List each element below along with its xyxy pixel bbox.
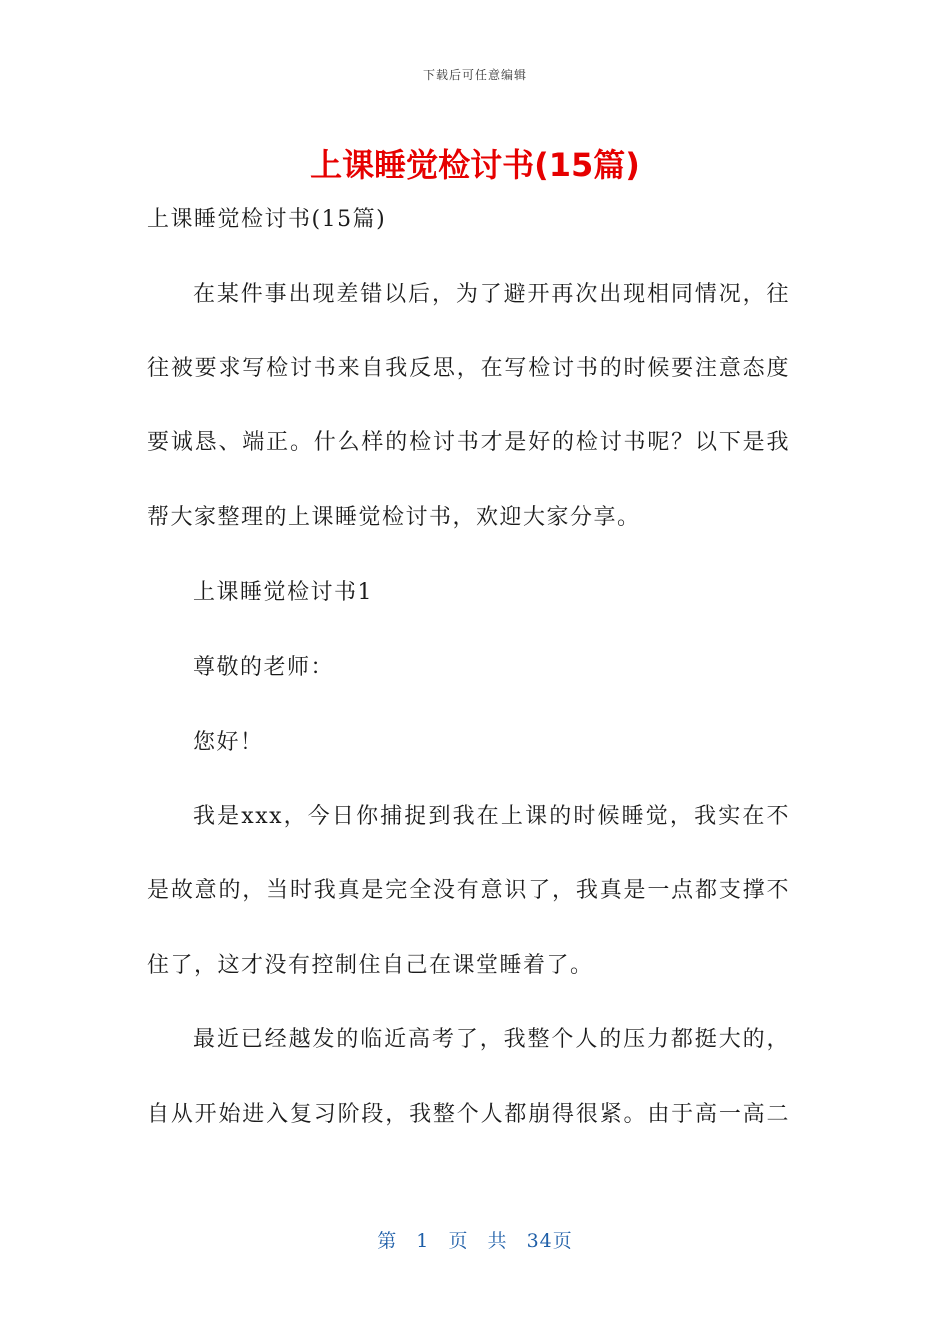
paragraph-line: 住了，这才没有控制住自己在课堂睡着了。 [147,953,594,978]
paragraph-line: 在某件事出现差错以后，为了避开再次出现相同情况，往 [193,282,790,307]
footer-page-number: 1 [416,1230,430,1252]
paragraph-line: 要诚恳、端正。什么样的检讨书才是好的检讨书呢？以下是我 [147,430,790,455]
paragraph-line: 最近已经越发的临近高考了，我整个人的压力都挺大的， [193,1027,790,1052]
footer-prefix: 第 [377,1230,398,1252]
header-note: 下载后可任意编辑 [422,68,527,82]
footer-total-pages: 34页 [526,1230,573,1252]
document-title: 上课睡觉检讨书(15篇) [310,146,640,184]
greeting: 您好！ [193,730,264,755]
paragraph-line: 自从开始进入复习阶段，我整个人都崩得很紧。由于高一高二 [147,1102,790,1127]
footer-total-prefix: 共 [487,1230,508,1252]
section-heading: 上课睡觉检讨书1 [193,580,373,605]
paragraph-line: 我是xxx，今日你捕捉到我在上课的时候睡觉，我实在不 [193,804,790,829]
paragraph-line: 帮大家整理的上课睡觉检讨书，欢迎大家分享。 [147,505,641,530]
footer-mid: 页 [448,1230,469,1252]
salutation: 尊敬的老师： [193,655,335,680]
document-subtitle: 上课睡觉检讨书(15篇) [147,207,387,232]
page-number-footer [0,1226,950,1253]
paragraph-line: 是故意的，当时我真是完全没有意识了，我真是一点都支撑不 [147,878,790,903]
paragraph-line: 往被要求写检讨书来自我反思，在写检讨书的时候要注意态度 [147,356,790,381]
